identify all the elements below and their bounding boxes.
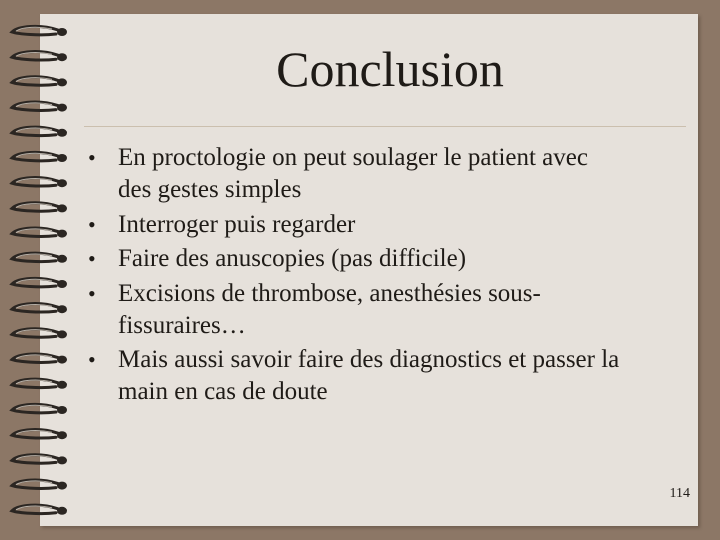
bullet-list — [82, 142, 622, 411]
bullet-dot-icon: • — [88, 211, 96, 237]
bullet-dot-icon: • — [88, 280, 96, 306]
bullet-text: Faire des anuscopies (pas difficile) — [118, 245, 467, 272]
binding-ring-icon — [12, 77, 67, 87]
bullet-text: Excisions de thrombose, anesthésies sous-fissuraires… — [118, 279, 541, 339]
binding-ring-icon — [12, 228, 67, 238]
binding-ring-icon — [12, 304, 67, 314]
bullet-dot-icon: • — [88, 145, 96, 170]
bullet-text: Interroger puis regarder — [118, 210, 356, 238]
binding-ring-icon — [12, 354, 67, 364]
binding-ring-icon — [12, 102, 67, 112]
bullet-item — [82, 278, 622, 342]
binding-ring-icon — [12, 329, 67, 339]
binding-ring-icon — [12, 430, 67, 440]
title-divider — [84, 126, 686, 127]
bullet-item — [82, 142, 622, 206]
bullet-dot-icon: • — [88, 347, 96, 372]
binding-ring-icon — [12, 379, 67, 389]
binding-ring-icon — [12, 26, 67, 36]
bullet-text: En proctologie on peut soulager le patient avec des gestes simples — [118, 144, 588, 203]
binding-ring-icon — [12, 404, 67, 414]
binding-ring-icon — [12, 455, 67, 465]
bullet-item — [82, 243, 622, 275]
bullet-text: Mais aussi savoir faire des diagnostics et passer la main en cas de doute — [118, 346, 620, 405]
binding-ring-icon — [12, 152, 67, 162]
binding-ring-icon — [12, 480, 67, 490]
bullet-item — [82, 344, 622, 408]
page-number: 114 — [669, 486, 690, 501]
binding-ring-icon — [12, 253, 67, 263]
slide-title: Conclusion — [276, 41, 504, 97]
binding-ring-icon — [12, 505, 67, 515]
bullet-item — [82, 209, 622, 241]
binding-ring-icon — [12, 127, 67, 137]
binding-ring-icon — [12, 278, 67, 288]
spiral-binding — [0, 0, 90, 540]
binding-ring-icon — [12, 52, 67, 62]
bullet-dot-icon: • — [88, 246, 96, 271]
binding-ring-icon — [12, 203, 67, 213]
binding-ring-icon — [12, 178, 67, 188]
